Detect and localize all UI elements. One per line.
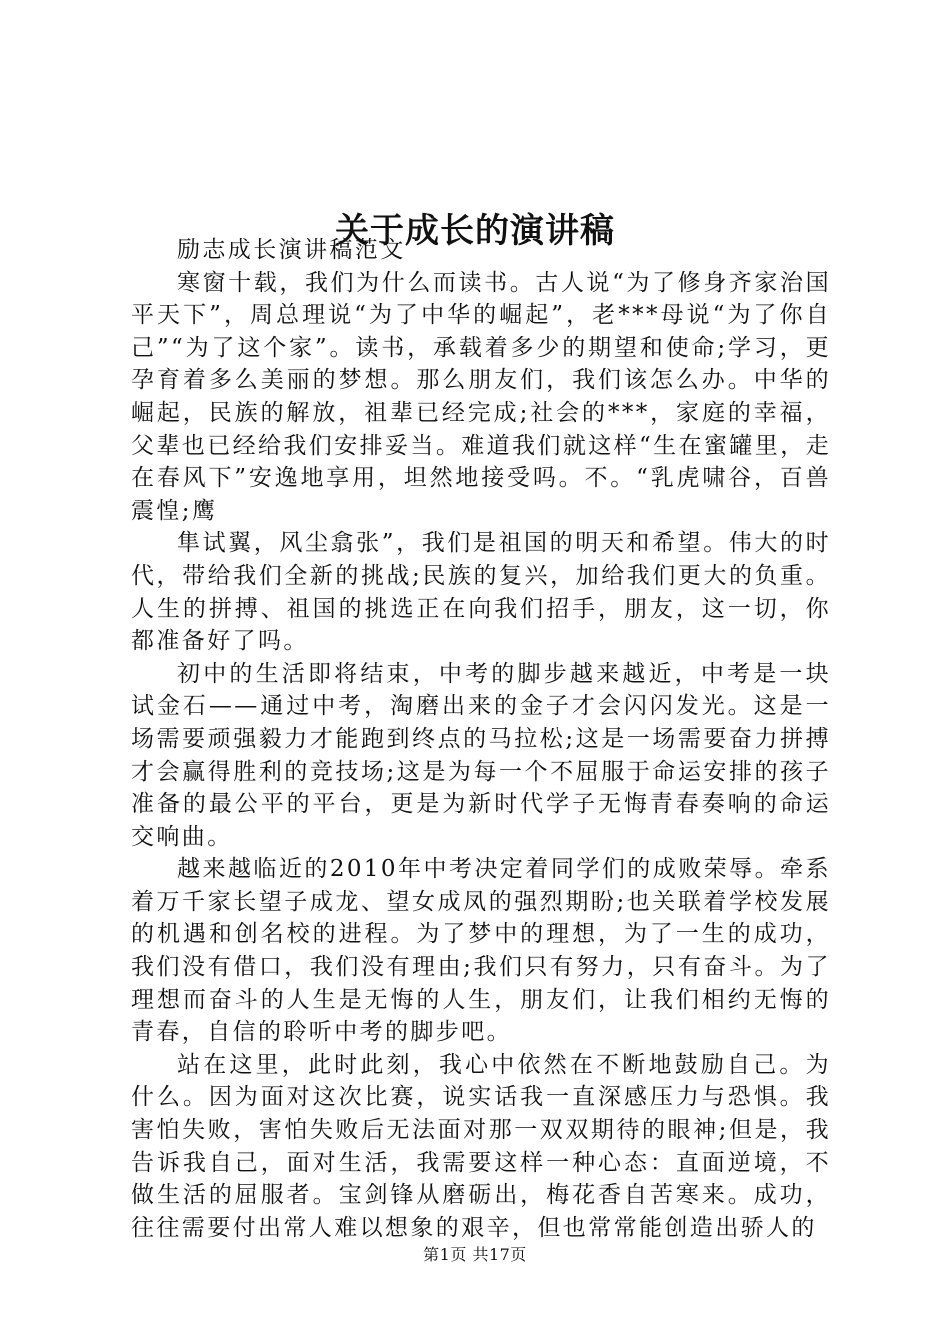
paragraph: 寒窗十载，我们为什么而读书。古人说“为了修身齐家治国平天下”，周总理说“为了中华的崛起”，老***母说“为了你自己”“为了这个家”。读书，承载着多少的期望和使命;学习，更孕育着多么美丽的梦想。那么朋友们，我们该怎么办。中华的崛起，民族的解放，祖辈已经完成;社会的***，家庭的幸福，父辈也已经给我们安排妥当。难道我们就这样“生在蜜罐里，走在春风下”安逸地享用，坦然地接受吗。不。“乳虎啸谷，百兽震惶;鹰 <box>131 269 831 524</box>
document-body <box>131 234 831 1244</box>
paragraph: 隼试翼，风尘翕张”，我们是祖国的明天和希望。伟大的时代，带给我们全新的挑战;民族的复兴，加给我们更大的负重。人生的拼搏、祖国的挑选正在向我们招手，朋友，这一切，你都准备好了吗。 <box>131 530 831 655</box>
paragraph: 初中的生活即将结束，中考的脚步越来越近，中考是一块试金石——通过中考，淘磨出来的金子才会闪闪发光。这是一场需要顽强毅力才能跑到终点的马拉松;这是一场需要奋力拼搏才会赢得胜利的竞技场;这是为每一个不屈服于命运安排的孩子准备的最公平的平台，更是为新时代学子无悔青春奏响的命运交响曲。 <box>131 660 831 850</box>
paragraph: 励志成长演讲稿范文 <box>177 237 406 263</box>
paragraph: 站在这里，此时此刻，我心中依然在不断地鼓励自己。为什么。因为面对这次比赛，说实话我一直深感压力与恐惧。我害怕失败，害怕失败后无法面对那一双双期待的眼神;但是，我告诉我自己，面对生活，我需要这样一种心态：直面逆境，不做生活的屈服者。宝剑锋从磨砺出，梅花香自苦寒来。成功，往往需要付出常人难以想象的艰辛，但也常常能创造出骄人的 <box>131 1051 831 1241</box>
page-number-footer: 第1页 共17页 <box>423 1245 527 1264</box>
document-title: 关于成长的演讲稿 <box>335 210 615 251</box>
paragraph: 越来越临近的2010年中考决定着同学们的成败荣辱。牵系着万千家长望子成龙、望女成凤的强烈期盼;也关联着学校发展的机遇和创名校的进程。为了梦中的理想，为了一生的成功，我们没有借口，我们没有理由;我们只有努力，只有奋斗。为了理想而奋斗的人生是无悔的人生，朋友们，让我们相约无悔的青春，自信的聆听中考的脚步吧。 <box>131 856 831 1046</box>
